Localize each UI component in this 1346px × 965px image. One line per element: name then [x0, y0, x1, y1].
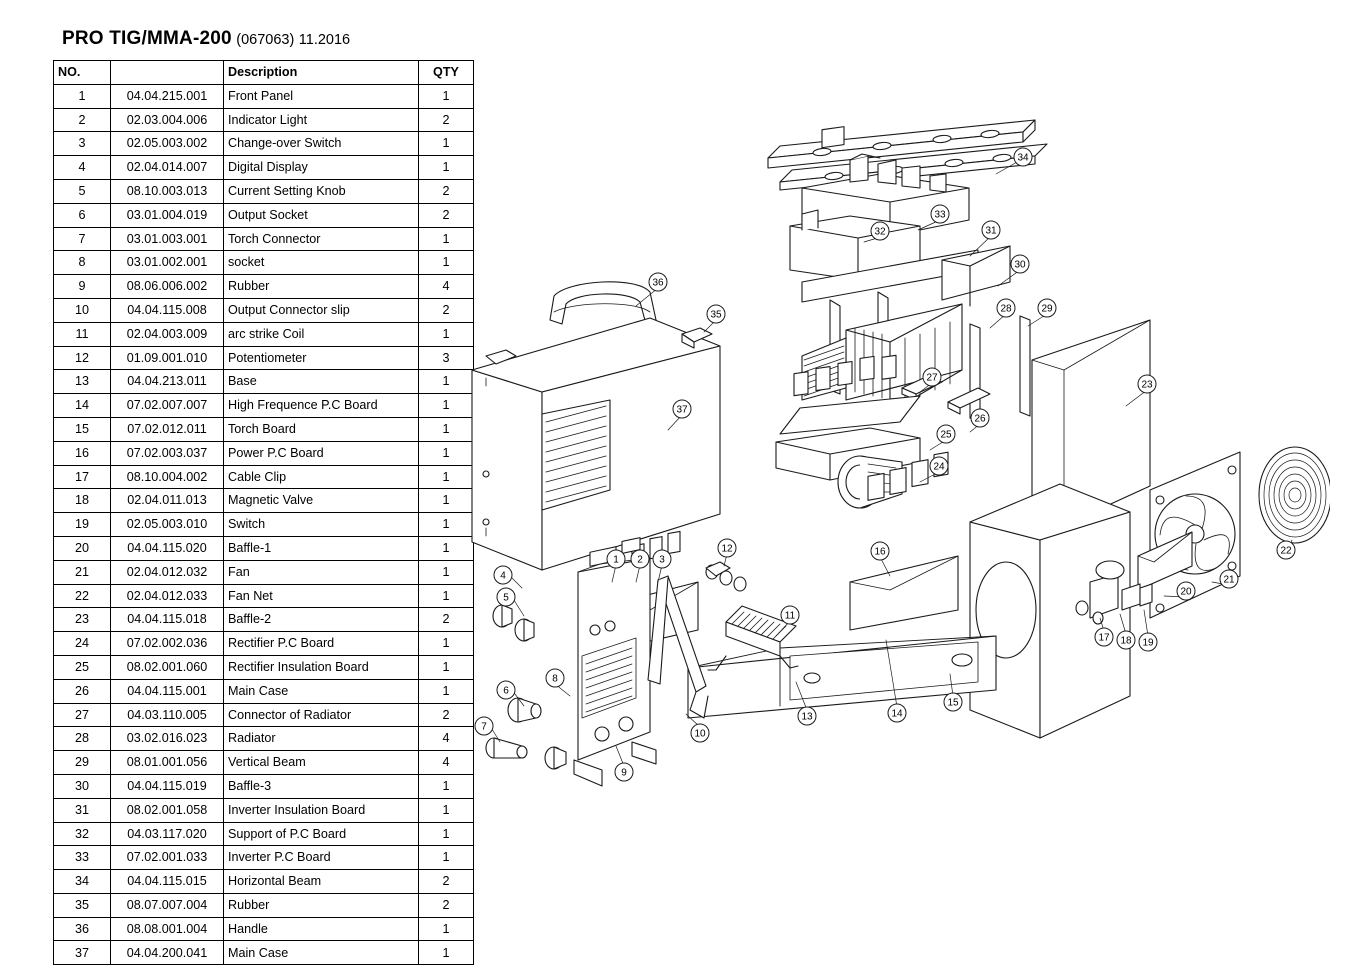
cell-no: 23	[54, 608, 111, 632]
cell-part-number: 04.04.213.011	[111, 370, 224, 394]
table-row	[54, 298, 474, 322]
header-description: Description	[224, 61, 419, 85]
balloon-label: 16	[874, 546, 886, 558]
balloon-36	[649, 273, 667, 291]
cell-qty: 2	[419, 893, 474, 917]
cell-part-number: 02.03.004.006	[111, 108, 224, 132]
balloon-label: 4	[500, 570, 506, 582]
table-row	[54, 108, 474, 132]
balloon-label: 34	[1017, 152, 1029, 164]
cell-part-number: 04.03.110.005	[111, 703, 224, 727]
table-row	[54, 632, 474, 656]
balloon-30	[1011, 255, 1029, 273]
cell-no: 18	[54, 489, 111, 513]
cell-part-number: 07.02.001.033	[111, 846, 224, 870]
cell-no: 15	[54, 417, 111, 441]
table-row	[54, 227, 474, 251]
table-row	[54, 798, 474, 822]
balloon-8	[546, 669, 564, 687]
balloon-27	[923, 368, 941, 386]
balloon-11	[781, 606, 799, 624]
cell-description: Baffle-3	[224, 774, 419, 798]
balloon-31	[982, 221, 1000, 239]
balloon-label: 14	[891, 708, 903, 720]
cell-description: Rectifier P.C Board	[224, 632, 419, 656]
title-code: (067063)	[236, 32, 295, 48]
header-qty: QTY	[419, 61, 474, 85]
cell-qty: 1	[419, 679, 474, 703]
cell-no: 27	[54, 703, 111, 727]
table-row	[54, 560, 474, 584]
table-row	[54, 846, 474, 870]
cell-part-number: 03.01.004.019	[111, 203, 224, 227]
cell-qty: 1	[419, 251, 474, 275]
balloon-18	[1117, 631, 1135, 649]
balloon-label: 10	[694, 728, 706, 740]
balloon-label: 37	[676, 404, 688, 416]
table-row	[54, 441, 474, 465]
balloon-3	[653, 550, 671, 568]
cell-description: Main Case	[224, 679, 419, 703]
cell-part-number: 03.01.003.001	[111, 227, 224, 251]
cell-no: 30	[54, 774, 111, 798]
title-model: PRO TIG/MMA-200	[62, 28, 232, 49]
balloon-4	[494, 566, 512, 584]
cell-part-number: 08.01.001.056	[111, 751, 224, 775]
cell-description: Radiator	[224, 727, 419, 751]
cell-part-number: 04.04.115.015	[111, 870, 224, 894]
cell-qty: 2	[419, 179, 474, 203]
table-row	[54, 751, 474, 775]
table-row	[54, 417, 474, 441]
cell-part-number: 08.10.003.013	[111, 179, 224, 203]
cell-qty: 1	[419, 584, 474, 608]
cell-no: 19	[54, 513, 111, 537]
cell-qty: 2	[419, 608, 474, 632]
cell-qty: 1	[419, 846, 474, 870]
balloon-2	[631, 550, 649, 568]
table-row	[54, 941, 474, 965]
cell-no: 20	[54, 536, 111, 560]
cell-part-number: 01.09.001.010	[111, 346, 224, 370]
balloon-label: 15	[947, 697, 959, 709]
cell-part-number: 03.02.016.023	[111, 727, 224, 751]
balloon-35	[707, 305, 725, 323]
cell-no: 37	[54, 941, 111, 965]
balloon-17	[1095, 628, 1113, 646]
balloon-label: 27	[926, 372, 938, 384]
balloon-label: 12	[721, 543, 733, 555]
page-title	[62, 28, 350, 50]
cell-description: Fan Net	[224, 584, 419, 608]
cell-no: 33	[54, 846, 111, 870]
cell-no: 21	[54, 560, 111, 584]
cell-no: 9	[54, 275, 111, 299]
table-row	[54, 203, 474, 227]
balloon-14	[888, 704, 906, 722]
balloon-29	[1038, 299, 1056, 317]
balloon-label: 29	[1041, 303, 1053, 315]
cell-part-number: 04.04.115.019	[111, 774, 224, 798]
balloon-label: 28	[1000, 303, 1012, 315]
balloon-10	[691, 724, 709, 742]
cell-qty: 1	[419, 941, 474, 965]
balloon-label: 21	[1223, 574, 1235, 586]
cell-qty: 1	[419, 132, 474, 156]
cell-no: 17	[54, 465, 111, 489]
cell-description: arc strike Coil	[224, 322, 419, 346]
cell-qty: 4	[419, 727, 474, 751]
cell-qty: 1	[419, 370, 474, 394]
cell-description: Digital Display	[224, 156, 419, 180]
balloon-label: 6	[503, 685, 509, 697]
balloon-label: 24	[933, 461, 945, 473]
cell-no: 25	[54, 655, 111, 679]
balloon-label: 17	[1098, 632, 1110, 644]
part-front-panel	[574, 538, 656, 786]
cell-part-number: 04.04.200.041	[111, 941, 224, 965]
cell-description: Change-over Switch	[224, 132, 419, 156]
table-row	[54, 893, 474, 917]
cell-part-number: 04.04.115.008	[111, 298, 224, 322]
cell-qty: 1	[419, 84, 474, 108]
cell-no: 7	[54, 227, 111, 251]
cell-part-number: 04.04.115.020	[111, 536, 224, 560]
table-row	[54, 394, 474, 418]
cell-qty: 2	[419, 203, 474, 227]
cell-no: 10	[54, 298, 111, 322]
table-row	[54, 870, 474, 894]
cell-description: High Frequence P.C Board	[224, 394, 419, 418]
balloon-37	[673, 400, 691, 418]
balloon-23	[1138, 375, 1156, 393]
cell-qty: 3	[419, 346, 474, 370]
balloon-19	[1139, 633, 1157, 651]
cell-description: Power P.C Board	[224, 441, 419, 465]
balloon-label: 22	[1280, 545, 1292, 557]
cell-part-number: 02.04.012.033	[111, 584, 224, 608]
balloon-label: 19	[1142, 637, 1154, 649]
table-row	[54, 322, 474, 346]
balloon-7	[475, 717, 493, 735]
cell-no: 35	[54, 893, 111, 917]
cell-part-number: 07.02.003.037	[111, 441, 224, 465]
balloon-16	[871, 542, 889, 560]
cell-description: Connector of Radiator	[224, 703, 419, 727]
cell-part-number: 08.06.006.002	[111, 275, 224, 299]
cell-part-number: 02.04.011.013	[111, 489, 224, 513]
cell-no: 36	[54, 917, 111, 941]
balloon-label: 31	[985, 225, 997, 237]
table-row	[54, 251, 474, 275]
cell-no: 29	[54, 751, 111, 775]
cell-qty: 1	[419, 774, 474, 798]
balloon-label: 8	[552, 673, 558, 685]
table-row	[54, 727, 474, 751]
cell-no: 32	[54, 822, 111, 846]
table-row	[54, 703, 474, 727]
cell-part-number: 04.04.115.001	[111, 679, 224, 703]
cell-part-number: 02.04.014.007	[111, 156, 224, 180]
cell-part-number: 02.04.003.009	[111, 322, 224, 346]
table-row	[54, 179, 474, 203]
table-row	[54, 84, 474, 108]
cell-qty: 4	[419, 275, 474, 299]
cell-qty: 2	[419, 298, 474, 322]
cell-qty: 4	[419, 751, 474, 775]
table-row	[54, 655, 474, 679]
cell-qty: 1	[419, 417, 474, 441]
cell-description: Base	[224, 370, 419, 394]
cell-qty: 1	[419, 513, 474, 537]
cell-qty: 1	[419, 227, 474, 251]
cell-no: 6	[54, 203, 111, 227]
cell-description: Baffle-2	[224, 608, 419, 632]
cell-qty: 1	[419, 560, 474, 584]
balloon-label: 1	[613, 554, 619, 566]
cell-part-number: 08.02.001.060	[111, 655, 224, 679]
cell-qty: 1	[419, 156, 474, 180]
cell-no: 31	[54, 798, 111, 822]
cell-qty: 1	[419, 489, 474, 513]
cell-qty: 1	[419, 394, 474, 418]
balloon-9	[615, 763, 633, 781]
cell-no: 5	[54, 179, 111, 203]
cell-no: 13	[54, 370, 111, 394]
cell-part-number: 04.04.115.018	[111, 608, 224, 632]
table-row	[54, 132, 474, 156]
cell-description: Cable Clip	[224, 465, 419, 489]
balloon-label: 35	[710, 309, 722, 321]
header-code	[111, 61, 224, 85]
table-row	[54, 370, 474, 394]
cell-description: Handle	[224, 917, 419, 941]
balloon-22	[1277, 541, 1295, 559]
balloon-21	[1220, 570, 1238, 588]
table-header-row	[54, 61, 474, 85]
cell-part-number: 04.04.215.001	[111, 84, 224, 108]
table-row	[54, 536, 474, 560]
cell-description: Inverter Insulation Board	[224, 798, 419, 822]
cell-part-number: 04.03.117.020	[111, 822, 224, 846]
cell-part-number: 08.02.001.058	[111, 798, 224, 822]
table-row	[54, 608, 474, 632]
table-row	[54, 489, 474, 513]
cell-part-number: 08.10.004.002	[111, 465, 224, 489]
cell-no: 22	[54, 584, 111, 608]
cell-qty: 1	[419, 917, 474, 941]
cell-description: Potentiometer	[224, 346, 419, 370]
balloon-15	[944, 693, 962, 711]
balloon-28	[997, 299, 1015, 317]
cell-part-number: 08.07.007.004	[111, 893, 224, 917]
balloon-24	[930, 457, 948, 475]
cell-part-number: 07.02.007.007	[111, 394, 224, 418]
cell-qty: 2	[419, 870, 474, 894]
cell-no: 3	[54, 132, 111, 156]
balloon-label: 2	[637, 554, 643, 566]
cell-description: Torch Board	[224, 417, 419, 441]
cell-qty: 1	[419, 465, 474, 489]
cell-no: 14	[54, 394, 111, 418]
table-row	[54, 275, 474, 299]
balloon-12	[718, 539, 736, 557]
cell-qty: 1	[419, 798, 474, 822]
balloon-label: 26	[974, 413, 986, 425]
cell-part-number: 02.05.003.002	[111, 132, 224, 156]
cell-description: Rubber	[224, 893, 419, 917]
cell-qty: 1	[419, 632, 474, 656]
balloon-5	[497, 588, 515, 606]
balloon-label: 20	[1180, 586, 1192, 598]
cell-no: 1	[54, 84, 111, 108]
table-row	[54, 584, 474, 608]
balloon-label: 11	[784, 610, 796, 622]
balloon-label: 13	[801, 711, 813, 723]
cell-description: Indicator Light	[224, 108, 419, 132]
exploded-diagram	[450, 70, 1330, 900]
cell-no: 4	[54, 156, 111, 180]
cell-no: 16	[54, 441, 111, 465]
cell-no: 8	[54, 251, 111, 275]
balloon-13	[798, 707, 816, 725]
part-rectifier-insulation-board	[780, 396, 920, 434]
balloon-25	[937, 425, 955, 443]
cell-description: Baffle-1	[224, 536, 419, 560]
cell-description: Magnetic Valve	[224, 489, 419, 513]
cell-description: Torch Connector	[224, 227, 419, 251]
cell-description: socket	[224, 251, 419, 275]
cell-part-number: 07.02.002.036	[111, 632, 224, 656]
balloon-label: 36	[652, 277, 664, 289]
cell-qty: 1	[419, 441, 474, 465]
balloon-label: 3	[659, 554, 665, 566]
table-row	[54, 774, 474, 798]
balloon-32	[871, 222, 889, 240]
header-no: NO.	[54, 61, 111, 85]
balloon-label: 30	[1014, 259, 1026, 271]
balloon-label: 23	[1141, 379, 1153, 391]
balloon-26	[971, 409, 989, 427]
balloon-label: 5	[503, 592, 509, 604]
cell-no: 26	[54, 679, 111, 703]
cell-description: Fan	[224, 560, 419, 584]
cell-no: 12	[54, 346, 111, 370]
cell-description: Front Panel	[224, 84, 419, 108]
cell-no: 34	[54, 870, 111, 894]
cell-no: 24	[54, 632, 111, 656]
cell-qty: 1	[419, 655, 474, 679]
cell-description: Current Setting Knob	[224, 179, 419, 203]
cell-description: Vertical Beam	[224, 751, 419, 775]
cell-description: Output Connector slip	[224, 298, 419, 322]
table-row	[54, 156, 474, 180]
cell-no: 2	[54, 108, 111, 132]
balloon-label: 32	[874, 226, 886, 238]
part-fan-net	[1259, 447, 1330, 543]
table-row	[54, 346, 474, 370]
cell-part-number: 02.04.012.032	[111, 560, 224, 584]
table-row	[54, 679, 474, 703]
cell-description: Horizontal Beam	[224, 870, 419, 894]
part-main-case-front	[472, 318, 720, 570]
table-row	[54, 917, 474, 941]
balloon-label: 25	[940, 429, 952, 441]
cell-qty: 1	[419, 536, 474, 560]
cell-description: Support of P.C Board	[224, 822, 419, 846]
cell-qty: 2	[419, 703, 474, 727]
cell-no: 28	[54, 727, 111, 751]
balloon-label: 18	[1120, 635, 1132, 647]
cell-part-number: 02.05.003.010	[111, 513, 224, 537]
cell-description: Rubber	[224, 275, 419, 299]
table-row	[54, 513, 474, 537]
cell-part-number: 03.01.002.001	[111, 251, 224, 275]
cell-description: Inverter P.C Board	[224, 846, 419, 870]
balloon-6	[497, 681, 515, 699]
balloon-label: 9	[621, 767, 627, 779]
balloon-33	[931, 205, 949, 223]
balloon-20	[1177, 582, 1195, 600]
cell-description: Switch	[224, 513, 419, 537]
cell-qty: 1	[419, 822, 474, 846]
balloon-1	[607, 550, 625, 568]
parts-table	[53, 60, 474, 965]
balloon-label: 7	[481, 721, 487, 733]
table-row	[54, 465, 474, 489]
balloon-label: 33	[934, 209, 946, 221]
balloon-34	[1014, 148, 1032, 166]
cell-part-number: 08.08.001.004	[111, 917, 224, 941]
cell-qty: 1	[419, 322, 474, 346]
cell-part-number: 07.02.012.011	[111, 417, 224, 441]
cell-description: Rectifier Insulation Board	[224, 655, 419, 679]
title-date: 11.2016	[298, 32, 351, 48]
cell-qty: 2	[419, 108, 474, 132]
table-row	[54, 822, 474, 846]
cell-description: Output Socket	[224, 203, 419, 227]
cell-description: Main Case	[224, 941, 419, 965]
cell-no: 11	[54, 322, 111, 346]
